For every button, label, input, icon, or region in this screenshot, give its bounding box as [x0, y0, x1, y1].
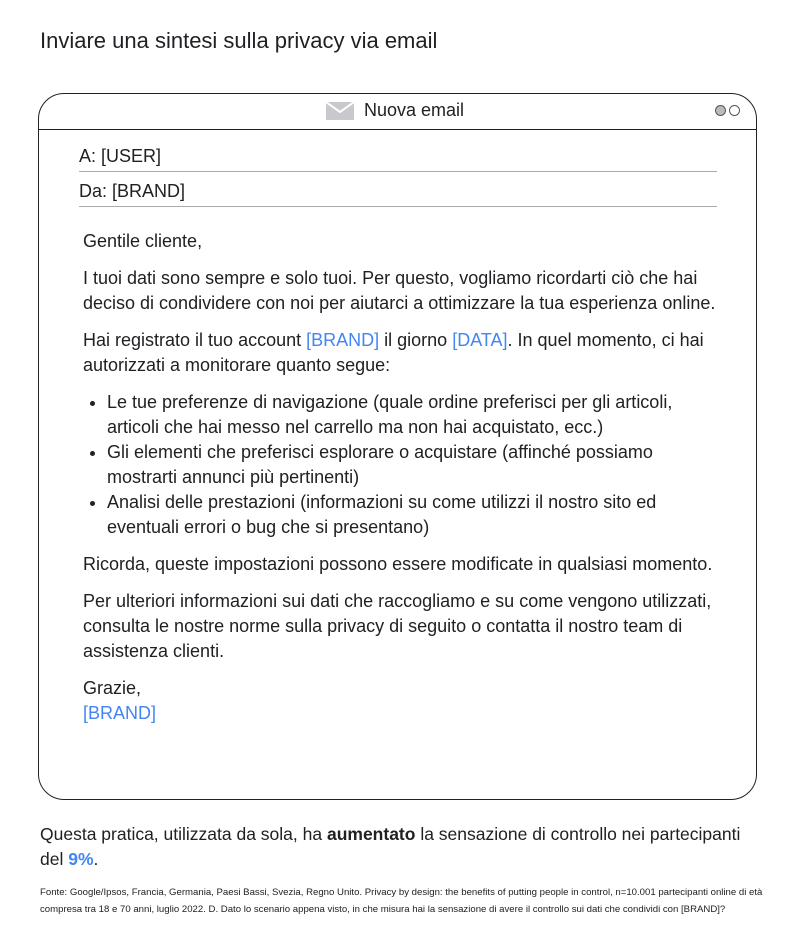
- envelope-icon: [326, 102, 354, 120]
- window-control-dot[interactable]: [715, 105, 726, 116]
- from-field[interactable]: Da: [BRAND]: [79, 181, 717, 207]
- email-window-header: [39, 94, 756, 130]
- email-body: [83, 229, 723, 738]
- window-title: Nuova email: [364, 100, 465, 120]
- result-summary: Questa pratica, utilizzata da sola, ha aumentato la sensazione di controllo nei partecipanti del 9%.: [40, 824, 741, 869]
- list-item: • Gli elementi che preferisci esplorare o acquistare (affinché possiamo mostrarti annunci più pertinenti): [107, 440, 723, 490]
- percentage: 9%: [68, 849, 94, 869]
- window-control-dot[interactable]: [729, 105, 740, 116]
- closing: Grazie,: [83, 678, 142, 698]
- brand-placeholder: [BRAND]: [306, 330, 380, 350]
- date-placeholder: [DATA]: [452, 330, 508, 350]
- paragraph: Per ulteriori informazioni sui dati che raccogliamo e su come vengono utilizzati, consulta le nostre norme sulla privacy di seguito o contatta il nostro team di assistenza clienti.: [83, 591, 712, 661]
- page-title: Inviare una sintesi sulla privacy via email: [40, 28, 438, 53]
- list-item: • Le tue preferenze di navigazione (quale ordine preferisci per gli articoli, articoli che hai messo nel carrello ma non hai acquistato, ecc.): [107, 390, 723, 440]
- paragraph: Ricorda, queste impostazioni possono essere modificate in qualsiasi momento.: [83, 554, 713, 574]
- tracking-list: [83, 390, 723, 540]
- greeting: Gentile cliente,: [83, 231, 203, 251]
- signature: [BRAND]: [83, 703, 157, 723]
- paragraph: I tuoi dati sono sempre e solo tuoi. Per questo, vogliamo ricordarti ciò che hai deciso di condividere con noi per aiutarci a ottimizzare la tua esperienza online.: [83, 268, 716, 313]
- to-field[interactable]: A: [USER]: [79, 146, 717, 172]
- footnote: Fonte: Google/Ipsos, Francia, Germania, Paesi Bassi, Svezia, Regno Unito. Privacy by design: the benefits of putting people in control, n=10.001 partecipanti online di età compresa tra 18 e 70 anni, luglio 2022. D. Dato lo scenario appena visto, in che misura hai la sensazione di avere il controllo sui dati che condividi con [BRAND]?: [40, 887, 763, 915]
- list-item: • Analisi delle prestazioni (informazioni su come utilizzi il nostro sito ed eventuali errori o bug che si presentano): [107, 490, 723, 540]
- email-window: [38, 93, 757, 800]
- paragraph: Hai registrato il tuo account [BRAND] il giorno [DATA]. In quel momento, ci hai autorizzati a monitorare quanto segue:: [83, 330, 704, 375]
